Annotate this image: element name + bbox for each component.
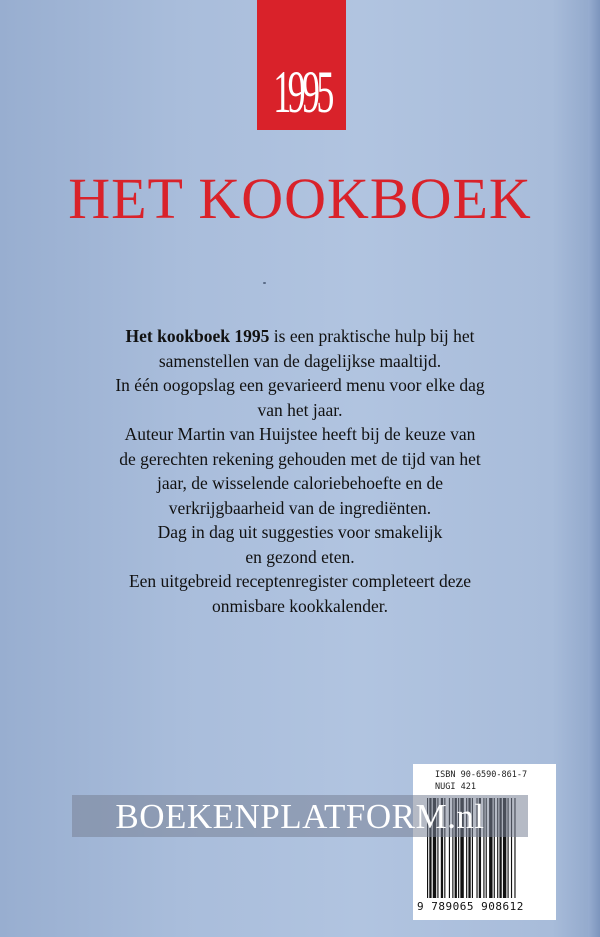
print-speck bbox=[263, 282, 266, 284]
blurb-line: Een uitgebreid receptenregister completeert deze bbox=[128, 571, 472, 591]
nugi-text: NUGI 421 bbox=[435, 782, 476, 792]
blurb-line: de gerechten rekening gehouden met de tijd van het bbox=[119, 448, 481, 469]
blurb-line: Auteur Martin van Huijstee heeft bij de keuze van bbox=[124, 424, 476, 444]
watermark-banner bbox=[72, 795, 528, 837]
barcode-number: 9 789065 908612 bbox=[417, 900, 524, 913]
cover-edge bbox=[588, 0, 600, 937]
blurb-line: verkrijgbaarheid van de ingrediënten. bbox=[168, 497, 432, 518]
blurb-line: onmisbare kookkalender. bbox=[212, 595, 388, 616]
watermark-text: BOEKENPLATFORM.nl bbox=[115, 796, 485, 836]
year-badge bbox=[257, 0, 346, 130]
isbn-text: ISBN 90-6590-861-7 bbox=[435, 770, 528, 780]
blurb-line: en gezond eten. bbox=[245, 546, 355, 567]
blurb-lead: Het kookboek 1995 bbox=[125, 326, 270, 346]
blurb-line: jaar, de wisselende caloriebehoefte en de bbox=[157, 473, 443, 493]
blurb-line: Het kookboek 1995 is een praktische hulp bij het bbox=[125, 326, 475, 346]
blurb-line: van het jaar. bbox=[257, 399, 343, 420]
blurb-line: Dag in dag uit suggesties voor smakelijk bbox=[157, 522, 443, 542]
book-title: HET KOOKBOEK bbox=[68, 166, 532, 231]
blurb-line: samenstellen van de dagelijkse maaltijd. bbox=[158, 350, 442, 371]
blurb bbox=[60, 324, 540, 618]
blurb-line: In één oogopslag een gevarieerd menu voor elke dag bbox=[115, 375, 485, 395]
barcode-label bbox=[413, 764, 556, 920]
year-badge-text: 1995 bbox=[272, 59, 331, 125]
